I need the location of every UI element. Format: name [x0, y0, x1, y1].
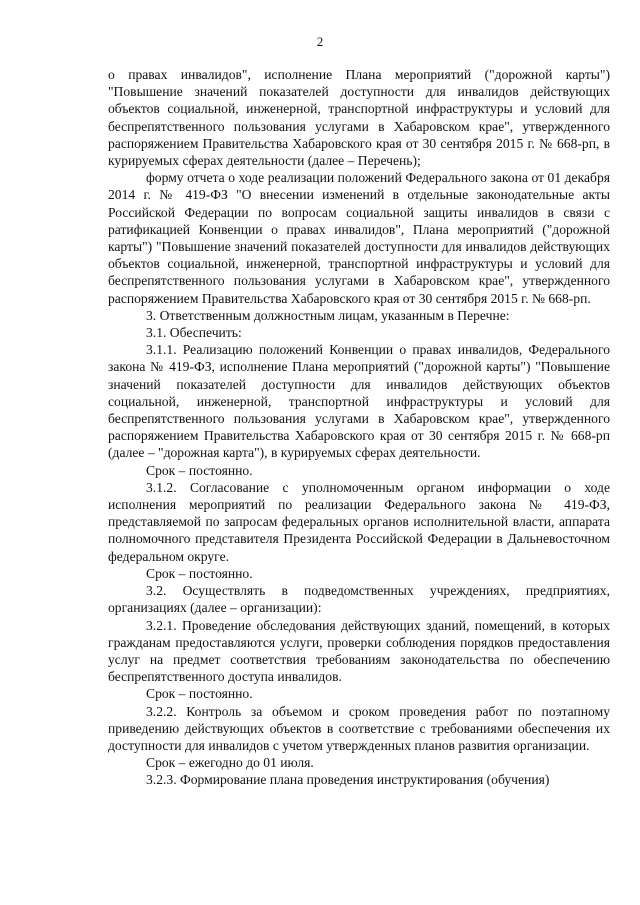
paragraph: форму отчета о ходе реализации положений Федерального закона от 01 декабря 2014 г. № 419-ФЗ "О внесении изменений в отдельные законодательные акты Российской Федерации по вопросам социальной защиты инвалидов в связи с ратификацией Конвенции о правах инвалидов", Плана мероприятий ("дорожной карты") "Повышение значений показателей доступности для инвалидов действующих объектов социальной, инженерной, транспортной инфраструктуры и условий для беспрепятственного пользования услугами в Хабаровском крае", утвержденного распоряжением Правительства Хабаровского края от 30 сентября 2015 г. № 668-рп.	[108, 170, 610, 306]
paragraph: Срок – постоянно.	[146, 462, 253, 478]
paragraph: 3.1.1. Реализацию положений Конвенции о правах инвалидов, Федерального закона № 419-ФЗ, исполнение Плана мероприятий ("дорожной карты") "Повышение значений показателей доступности для инвалидов действующих объектов социальной, инженерной, транспортной инфраструктуры и условий для беспрепятственного пользования услугами в Хабаровском крае", утвержденного распоряжением Правительства Хабаровского края от 30 сентября 2015 г. № 668-рп (далее – "дорожная карта"), в курируемых сферах деятельности.	[108, 342, 610, 461]
document-body	[108, 66, 610, 789]
paragraph: о правах инвалидов", исполнение Плана мероприятий ("дорожной карты") "Повышение значений показателей доступности для инвалидов действующих объектов социальной, инженерной, транспортной инфраструктуры и условий для беспрепятственного пользования услугами в Хабаровском крае", утвержденного распоряжением Правительства Хабаровского края от 30 сентября 2015 г. № 668-рп, в курируемых сферах деятельности (далее – Перечень);	[108, 67, 610, 169]
paragraph: Срок – постоянно.	[146, 565, 253, 581]
paragraph: Срок – постоянно.	[146, 686, 253, 702]
paragraph: 3.2.1. Проведение обследования действующих зданий, помещений, в которых гражданам предоставляются услуги, проверки соблюдения порядков предоставления услуг на предмет соответствия требованиям законодательства по обеспечению беспрепятственного доступа инвалидов.	[108, 617, 610, 685]
paragraph: 3.2.3. Формирование плана проведения инструктирования (обучения)	[146, 772, 550, 788]
page-number: 2	[316, 34, 324, 49]
paragraph: 3.1. Обеспечить:	[146, 325, 242, 341]
paragraph: 3.2.2. Контроль за объемом и сроком проведения работ по поэтапному приведению действующих объектов в соответствие с требованиями обеспечения их доступности для инвалидов с учетом утвержденных планов развития организации.	[108, 703, 610, 753]
paragraph: 3. Ответственным должностным лицам, указанным в Перечне:	[146, 307, 510, 323]
paragraph: 3.1.2. Согласование с уполномоченным органом информации о ходе исполнения мероприятий по реализации Федерального закона № 419-ФЗ, представляемой по запросам федеральных органов исполнительной власти, аппарата полномочного представителя Президента Российской Федерации в Дальневосточном федеральном округе.	[108, 479, 610, 564]
paragraph: 3.2. Осуществлять в подведомственных учреждениях, предприятиях, организациях (далее – организации):	[108, 583, 610, 616]
paragraph: Срок – ежегодно до 01 июля.	[146, 755, 314, 771]
